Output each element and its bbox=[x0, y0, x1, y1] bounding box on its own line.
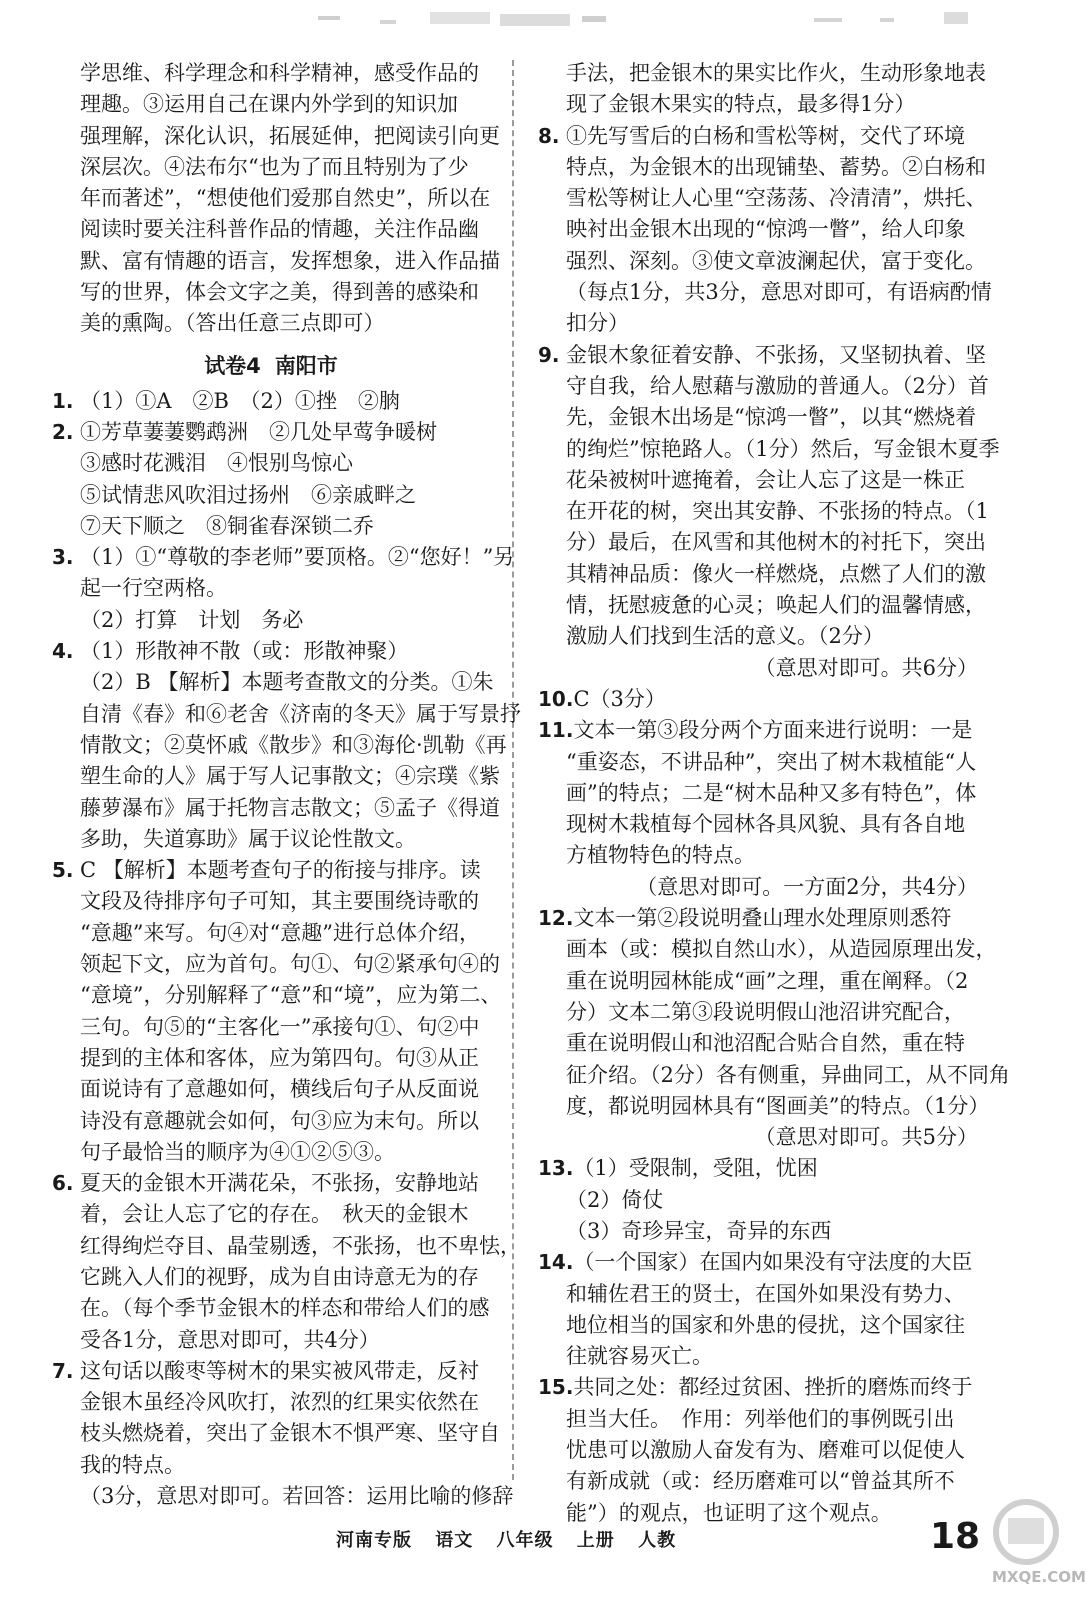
answer-text: （2）B 【解析】本题考查散文的分类。①朱 bbox=[80, 670, 494, 695]
answer-text: 枝头燃烧着，突出了金银木不惧严寒、坚守自 bbox=[80, 1421, 500, 1446]
answer-text: 在。（每个季节金银木的样态和带给人们的感 bbox=[80, 1296, 490, 1321]
question-number: 3. bbox=[52, 545, 74, 570]
answer-text: 自清《春》和⑥老舍《济南的冬天》属于写景抒 bbox=[80, 701, 521, 726]
answer-text: 面说诗有了意趣如何，横线后句子从反面说 bbox=[80, 1077, 479, 1102]
answer-text: ①先写雪后的白杨和雪松等树，交代了环境 bbox=[566, 123, 965, 148]
answer-text: （每点1分，共3分，意思对即可，有语病酌情 bbox=[566, 280, 992, 305]
right-column bbox=[538, 58, 1010, 1529]
text-line: 写的世界，体会文字之美，得到善的感染和 bbox=[80, 280, 479, 305]
answer-text: 金银木虽经冷风吹打，浓烈的红果实依然在 bbox=[80, 1390, 479, 1415]
section-title bbox=[52, 346, 490, 386]
answer-text: 诗没有意趣就会如何，句③应为末句。所以 bbox=[80, 1108, 479, 1133]
text-line: 阅读时要关注科普作品的情趣，关注作品幽 bbox=[80, 217, 479, 242]
answer-text: 扣分） bbox=[566, 311, 629, 336]
answer-text: ⑦天下顺之 ⑧铜雀春深锁二乔 bbox=[80, 513, 374, 538]
answer-text: 共同之处：都经过贫困、挫折的磨炼而终于 bbox=[573, 1375, 973, 1400]
answer-text: 在开花的树，突出其安静、不张扬的特点。（1 bbox=[566, 499, 989, 524]
answer-14 bbox=[538, 1247, 978, 1372]
answer-2 bbox=[52, 417, 490, 542]
answer-text: （3）奇珍异宝，奇异的东西 bbox=[566, 1218, 832, 1243]
left-column bbox=[52, 58, 521, 1512]
question-number: 4. bbox=[52, 639, 74, 664]
answer-text: 手法，把金银木的果实比作火，生动形象地表 bbox=[566, 61, 986, 85]
answer-text: （1）受限制，受阻，忧困 bbox=[573, 1156, 818, 1181]
answer-text: 和辅佐君王的贤士，在国外如果没有势力、 bbox=[566, 1281, 965, 1306]
top-decoration bbox=[0, 0, 1062, 40]
question-number: 12. bbox=[538, 906, 574, 931]
answer-text: “重姿态，不讲品种”，突出了树木栽植能“人 bbox=[566, 749, 977, 774]
answer-text: 画”的特点；二是“树木品种又多有特色”，体 bbox=[566, 780, 977, 805]
answer-text: 受各1分，意思对即可，共4分） bbox=[80, 1327, 380, 1352]
answer-text: 提到的主体和客体，应为第四句。句③从正 bbox=[80, 1045, 479, 1070]
answer-8 bbox=[538, 121, 992, 340]
answer-text: 分）文本二第③段说明假山池沼讲究配合， bbox=[566, 999, 965, 1024]
score-note: （意思对即可。共6分） bbox=[754, 655, 978, 680]
question-number: 15. bbox=[538, 1375, 574, 1400]
answer-text: ③感时花溅泪 ④恨别鸟惊心 bbox=[80, 451, 353, 476]
score-note: （意思对即可。一方面2分，共4分） bbox=[636, 874, 978, 899]
page-footer bbox=[0, 1516, 1062, 1560]
answer-text: 多助，失道寡助》属于议论性散文。 bbox=[80, 826, 416, 851]
answer-text: 金银木象征着安静、不张扬，又坚韧执着、坚 bbox=[566, 342, 986, 367]
answer-text: 着，会让人忘了它的存在。 秋天的金银木 bbox=[80, 1202, 469, 1227]
answer-text: （1）①“尊敬的李老师”要顶格。②“您好！”另 bbox=[80, 545, 515, 570]
answer-5 bbox=[52, 855, 502, 1168]
answer-text: 激励人们找到生活的意义。（2分） bbox=[566, 624, 884, 649]
answer-7-continued bbox=[538, 58, 986, 121]
section-title-city: 南阳市 bbox=[274, 353, 338, 378]
answer-text: 强烈、深刻。③使文章波澜起伏，富于变化。 bbox=[566, 248, 986, 273]
answer-text: 我的特点。 bbox=[80, 1452, 185, 1477]
answer-7 bbox=[52, 1356, 514, 1512]
answer-13 bbox=[538, 1153, 978, 1247]
answer-text: （1）形散神不散（或：形散神聚） bbox=[80, 639, 409, 664]
question-number: 11. bbox=[538, 718, 574, 743]
answer-11 bbox=[538, 715, 978, 903]
answer-10 bbox=[538, 684, 978, 715]
continued-answer bbox=[52, 58, 500, 340]
answer-text: 能”）的观点，也证明了这个观点。 bbox=[566, 1500, 892, 1525]
text-line: 强理解，深化认识，拓展延伸，把阅读引向更 bbox=[80, 123, 500, 148]
answer-text: C 【解析】本题考查句子的衔接与排序。读 bbox=[80, 858, 481, 883]
answer-1 bbox=[52, 386, 490, 417]
answer-text: （3分，意思对即可。若回答：运用比喻的修辞 bbox=[80, 1484, 514, 1509]
answer-text: 塑生命的人》属于写人记事散文；④宗璞《紫 bbox=[80, 764, 500, 789]
section-title-paper: 试卷4 bbox=[204, 353, 261, 378]
answer-text: 夏天的金银木开满花朵，不张扬，安静地站 bbox=[80, 1171, 479, 1196]
question-number: 6. bbox=[52, 1171, 74, 1196]
answer-text: 雪松等树让人心里“空荡荡、冷清清”，烘托、 bbox=[566, 186, 987, 211]
text-line: 默、富有情趣的语言，发挥想象，进入作品描 bbox=[80, 248, 500, 273]
text-line: 年而著述”，“想使他们爱那自然史”，所以在 bbox=[80, 186, 491, 211]
answer-text: ⑤试情悲风吹泪过扬州 ⑥亲戚畔之 bbox=[80, 482, 416, 507]
answer-text: 度，都说明园林具有“图画美”的特点。（1分） bbox=[566, 1093, 990, 1118]
answer-text: （2）打算 计划 务必 bbox=[80, 607, 304, 632]
answer-text: “意趣”来写。句④对“意趣”进行总体介绍， bbox=[80, 920, 480, 945]
answer-text: 现了金银木果实的特点，最多得1分） bbox=[566, 92, 916, 117]
answer-text: 映衬出金银木出现的“惊鸿一瞥”，给人印象 bbox=[566, 217, 966, 242]
answer-text: 现树木栽植每个园林各具风貌、具有各自地 bbox=[566, 812, 965, 837]
footer-text: 河南专版 语文 八年级 上册 人教 bbox=[336, 1530, 677, 1551]
answer-12 bbox=[538, 903, 1010, 1153]
answer-text: 情，抚慰疲惫的心灵；唤起人们的温馨情感， bbox=[566, 593, 986, 618]
answer-text: 藤萝瀑布》属于托物言志散文；⑤孟子《得道 bbox=[80, 795, 500, 820]
answer-text: 担当大任。 作用：列举他们的事例既引出 bbox=[566, 1406, 955, 1431]
answer-text: 往就容易灭亡。 bbox=[566, 1344, 713, 1369]
answer-text: 起一行空两格。 bbox=[80, 576, 227, 601]
answer-text: “意境”，分别解释了“意”和“境”，应为第二、 bbox=[80, 983, 502, 1008]
answer-3 bbox=[52, 542, 515, 636]
answer-text: 方植物特色的特点。 bbox=[566, 843, 755, 868]
question-number: 14. bbox=[538, 1250, 574, 1275]
question-number: 13. bbox=[538, 1156, 574, 1181]
answer-9 bbox=[538, 340, 1000, 684]
answer-text: ①芳草萋萋鹦鹉洲 ②几处早莺争暖树 bbox=[80, 419, 437, 444]
page-number: 18 bbox=[930, 1516, 981, 1557]
watermark-text: MXQE.COM bbox=[992, 1568, 1086, 1586]
question-number: 5. bbox=[52, 858, 74, 883]
question-number: 2. bbox=[52, 419, 74, 444]
score-note: （意思对即可。共5分） bbox=[754, 1125, 978, 1150]
answer-text: 句子最恰当的顺序为④①②⑤③。 bbox=[80, 1139, 395, 1164]
answer-text: 有新成就（或：经历磨难可以“曾益其所不 bbox=[566, 1469, 955, 1494]
answer-text: （2）倚仗 bbox=[566, 1187, 664, 1212]
question-number: 10. bbox=[538, 686, 574, 711]
answer-text: 重在说明假山和池沼配合贴合自然，重在特 bbox=[566, 1031, 965, 1056]
answer-text: 领起下文，应为首句。句①、句②紧承句④的 bbox=[80, 952, 500, 977]
answer-text: 文段及待排序句子可知，其主要围绕诗歌的 bbox=[80, 889, 479, 914]
answer-text: 文本一第②段说明叠山理水处理原则悉符 bbox=[573, 906, 952, 931]
question-number: 7. bbox=[52, 1358, 74, 1383]
answer-text: 文本一第③段分两个方面来进行说明：一是 bbox=[573, 718, 973, 743]
answer-text: （1）①A ②B （2）①挫 ②朒 bbox=[80, 388, 400, 413]
answer-6 bbox=[52, 1168, 521, 1356]
text-line: 理趣。③运用自己在课内外学到的知识加 bbox=[80, 92, 458, 117]
answer-text: 特点，为金银木的出现铺垫、蓄势。②白杨和 bbox=[566, 154, 986, 179]
answer-text: 红得绚烂夺目、晶莹剔透，不张扬，也不卑怯， bbox=[80, 1233, 521, 1258]
answer-text: 忧患可以激励人奋发有为、磨难可以促使人 bbox=[566, 1438, 965, 1463]
text-line: 深层次。④法布尔“也为了而且特别为了少 bbox=[80, 154, 469, 179]
answer-text: 其精神品质：像火一样燃烧，点燃了人们的激 bbox=[566, 561, 986, 586]
column-divider bbox=[512, 60, 514, 1480]
question-number: 9. bbox=[538, 342, 560, 367]
answer-text: 重在说明园林能成“画”之理，重在阐释。（2 bbox=[566, 968, 969, 993]
answer-text: 三句。句⑤的“主客化一”承接句①、句②中 bbox=[80, 1014, 480, 1039]
answer-text: 它跳入人们的视野，成为自由诗意无为的存 bbox=[80, 1264, 479, 1289]
answer-15 bbox=[538, 1372, 978, 1528]
answer-text: C（3分） bbox=[573, 686, 666, 711]
answer-text: 的绚烂”惊艳路人。（1分）然后，写金银木夏季 bbox=[566, 436, 1000, 461]
answer-text: 先，金银木出场是“惊鸿一瞥”，以其“燃烧着 bbox=[566, 405, 977, 430]
answer-text: 情散文；②莫怀戚《散步》和③海伦·凯勒《再 bbox=[80, 732, 507, 757]
answer-text: 画本（或：模拟自然山水），从造园原理出发， bbox=[566, 937, 997, 962]
answer-text: 分）最后，在风雪和其他树木的衬托下，突出 bbox=[566, 530, 986, 555]
text-line: 学思维、科学理念和科学精神，感受作品的 bbox=[80, 61, 479, 85]
answer-text: 征介绍。（2分）各有侧重，异曲同工，从不同角 bbox=[566, 1062, 1010, 1087]
answer-text: 这句话以酸枣等树木的果实被风带走，反衬 bbox=[80, 1358, 479, 1383]
answer-text: 地位相当的国家和外患的侵扰，这个国家往 bbox=[566, 1312, 965, 1337]
text-line: 美的熏陶。（答出任意三点即可） bbox=[80, 311, 385, 336]
answer-4 bbox=[52, 636, 521, 855]
answer-text: （一个国家）在国内如果没有守法度的大臣 bbox=[573, 1250, 973, 1275]
answer-text: 花朵被树叶遮掩着，会让人忘了这是一株正 bbox=[566, 467, 965, 492]
question-number: 8. bbox=[538, 123, 560, 148]
question-number: 1. bbox=[52, 388, 74, 413]
answer-text: 守自我，给人慰藉与激励的普通人。（2分）首 bbox=[566, 373, 989, 398]
